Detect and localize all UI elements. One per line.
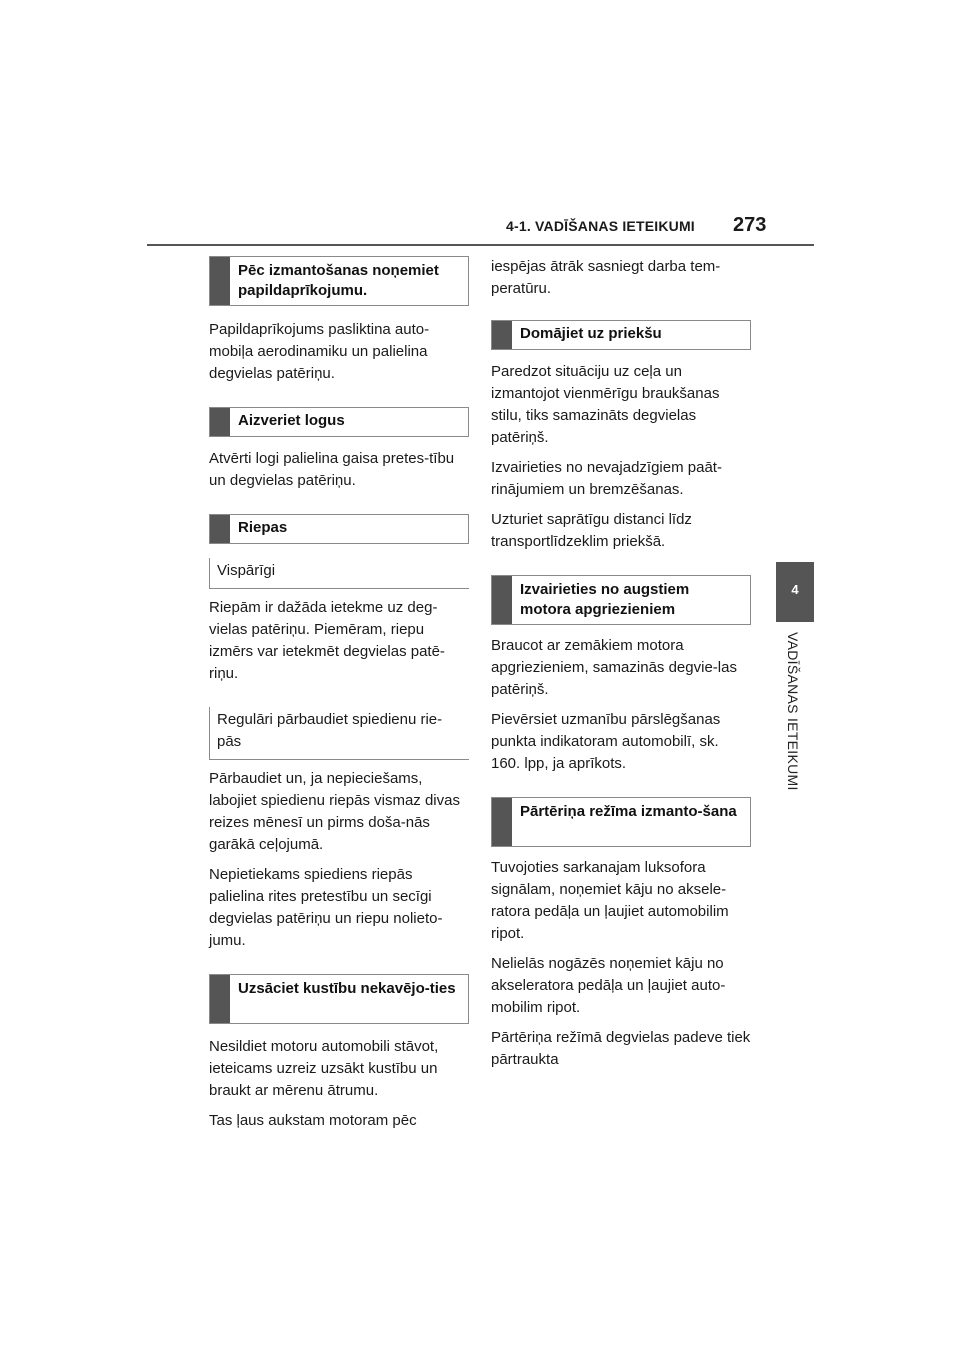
heading-marker — [210, 408, 230, 436]
paragraph: iespējas ātrāk sasniegt darba tem-peratūru. — [491, 258, 721, 297]
paragraph: Braucot ar zemākiem motora apgriezieniem, samazinās degvie-las patēriņš. — [491, 637, 737, 698]
heading-marker — [492, 576, 512, 624]
heading-start-moving — [209, 974, 469, 1024]
paragraph: Pārbaudiet un, ja nepieciešams, labojiet spiedienu riepās vismaz divas reizes mēnesī un pirms doša-nās garākā ceļojumā. — [209, 770, 460, 853]
heading-text: Izvairieties no augstiem motora apgriezieniem — [520, 581, 690, 618]
paragraph: Nepietiekams spiediens riepās palielina rites pretestību un secīgi degvielas patēriņu un riepu nolieto-jumu. — [209, 866, 443, 949]
heading-text: Pēc izmantošanas noņemiet papildaprīkojumu. — [238, 262, 439, 299]
chapter-tab-number: 4 — [791, 582, 799, 597]
heading-close-windows — [209, 407, 469, 437]
chapter-tab — [776, 562, 814, 622]
heading-text: Domājiet uz priekšu — [520, 325, 662, 342]
heading-marker — [210, 515, 230, 543]
chapter-tab-label: VADĪŠANAS IETEIKUMI — [785, 632, 801, 791]
heading-text: Aizveriet logus — [238, 412, 345, 429]
paragraph: Riepām ir dažāda ietekme uz deg-vielas patēriņu. Piemēram, riepu izmērs var ietekmēt degvielas patē-riņu. — [209, 599, 445, 682]
heading-marker — [210, 975, 230, 1023]
paragraph: Atvērti logi palielina gaisa pretes-tību un degvielas patēriņu. — [209, 450, 455, 489]
heading-think-ahead — [491, 320, 751, 350]
section-title: 4-1. VADĪŠANAS IETEIKUMI — [506, 218, 695, 234]
subheading-tire-pressure: Regulāri pārbaudiet spiedienu rie-pās — [209, 707, 469, 760]
heading-text: Uzsāciet kustību nekavējo-ties — [238, 980, 456, 997]
heading-avoid-high-rpm — [491, 575, 751, 625]
paragraph: Nesildiet motoru automobili stāvot, ieteicams uzreiz uzsākt kustību un braukt ar mērenu ātrumu. — [209, 1038, 439, 1099]
heading-text: Riepas — [238, 519, 288, 536]
header-divider — [147, 244, 814, 246]
page-number: 273 — [733, 214, 767, 236]
paragraph: Papildaprīkojums pasliktina auto-mobiļa aerodinamiku un palielina degvielas patēriņu. — [209, 321, 430, 382]
paragraph: Paredzot situāciju uz ceļa un izmantojot vienmērīgu braukšanas stilu, tiks samazināts degvielas patēriņš. — [491, 363, 720, 446]
heading-tires — [209, 514, 469, 544]
left-column — [209, 256, 469, 1132]
heading-overrun-mode — [491, 797, 751, 847]
paragraph: Izvairieties no nevajadzīgiem paāt-rinājumiem un bremzēšanas. — [491, 459, 722, 498]
heading-marker — [492, 798, 512, 846]
right-column — [491, 256, 751, 1071]
paragraph: Pārtēriņa režīmā degvielas padeve tiek pārtraukta — [491, 1029, 751, 1068]
paragraph: Uzturiet saprātīgu distanci līdz transportlīdzeklim priekšā. — [491, 511, 692, 550]
heading-text: Pārtēriņa režīma izmanto-šana — [520, 803, 737, 820]
heading-marker — [210, 257, 230, 305]
subheading-general: Vispārīgi — [209, 558, 469, 589]
heading-marker — [492, 321, 512, 349]
paragraph: Nelielās nogāzēs noņemiet kāju no akseleratora pedāļa un ļaujiet auto-mobilim ripot. — [491, 955, 726, 1016]
paragraph: Tas ļaus aukstam motoram pēc — [209, 1112, 417, 1129]
paragraph: Tuvojoties sarkanajam luksofora signālam, noņemiet kāju no aksele-ratora pedāļa un ļaujiet automobilim ripot. — [491, 859, 729, 942]
heading-remove-accessories — [209, 256, 469, 306]
paragraph: Pievērsiet uzmanību pārslēgšanas punkta indikatoram automobilī, sk. 160. lpp, ja aprīkots. — [491, 711, 721, 772]
